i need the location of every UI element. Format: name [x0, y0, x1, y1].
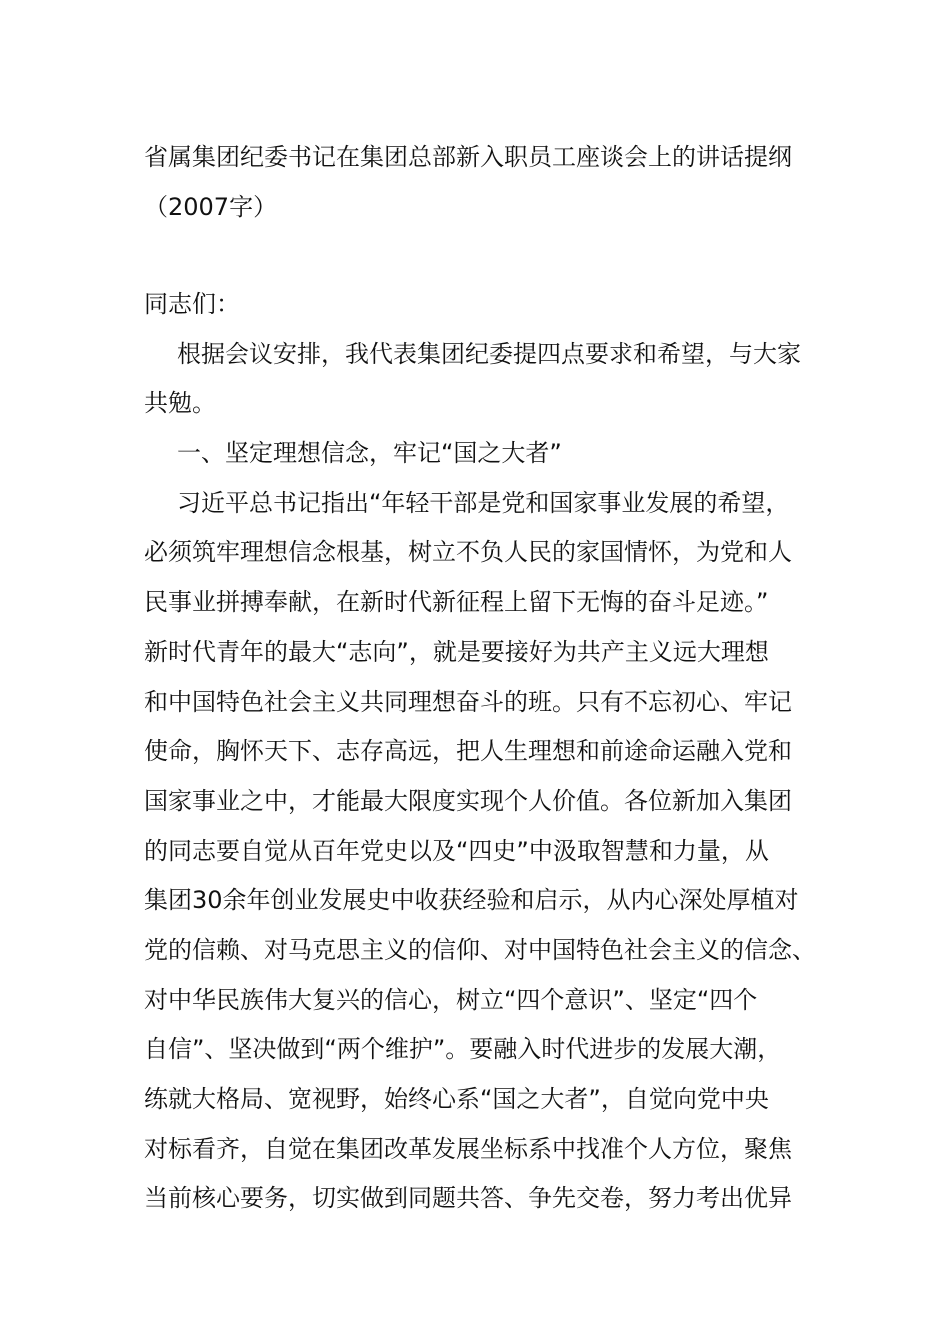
paragraph-line: 使命，胸怀天下、志存高远，把人生理想和前途命运融入党和: [144, 737, 792, 766]
intro-line-1: 根据会议安排，我代表集团纪委提四点要求和希望，与大家: [177, 339, 801, 368]
paragraph-line: 习近平总书记指出“年轻干部是党和国家事业发展的希望，: [177, 488, 790, 517]
paragraph-line: 的同志要自觉从百年党史以及“四史”中汲取智慧和力量，从: [144, 836, 769, 865]
paragraph-line: 新时代青年的最大“志向”，就是要接好为共产主义远大理想: [144, 637, 769, 666]
paragraph-line: 国家事业之中，才能最大限度实现个人价值。各位新加入集团: [144, 786, 792, 815]
paragraph-line: 对中华民族伟大复兴的信心，树立“四个意识”、坚定“四个: [144, 985, 758, 1014]
section-heading-1: 一、坚定理想信念，牢记“国之大者”: [177, 439, 562, 468]
paragraph-line: 练就大格局、宽视野，始终心系“国之大者”，自觉向党中央: [144, 1085, 769, 1113]
paragraph-line: 当前核心要务，切实做到同题共答、争先交卷，努力考出优异: [144, 1184, 792, 1213]
title-line-1: 省属集团纪委书记在集团总部新入职员工座谈会上的讲话提纲: [144, 143, 792, 171]
paragraph-line: 自信”、坚决做到“两个维护”。要融入时代进步的发展大潮，: [144, 1035, 782, 1064]
paragraph-line: 对标看齐，自觉在集团改革发展坐标系中找准个人方位，聚焦: [144, 1134, 792, 1163]
paragraph-line: 必须筑牢理想信念根基，树立不负人民的家国情怀，为党和人: [144, 538, 792, 567]
title-line-2: （2007字）: [144, 192, 278, 221]
paragraph-line: 集团30余年创业发展史中收获经验和启示，从内心深处厚植对: [144, 886, 799, 915]
intro-line-2: 共勉。: [144, 389, 216, 418]
salutation: 同志们：: [144, 290, 240, 318]
document-body: [144, 280, 824, 1224]
paragraph-line: 和中国特色社会主义共同理想奋斗的班。只有不忘初心、牢记: [144, 687, 792, 716]
document-title: [144, 132, 824, 231]
paragraph-line: 民事业拼搏奉献，在新时代新征程上留下无悔的奋斗足迹。”: [144, 588, 769, 617]
paragraph-line: 党的信赖、对马克思主义的信仰、对中国特色社会主义的信念、: [144, 935, 816, 964]
